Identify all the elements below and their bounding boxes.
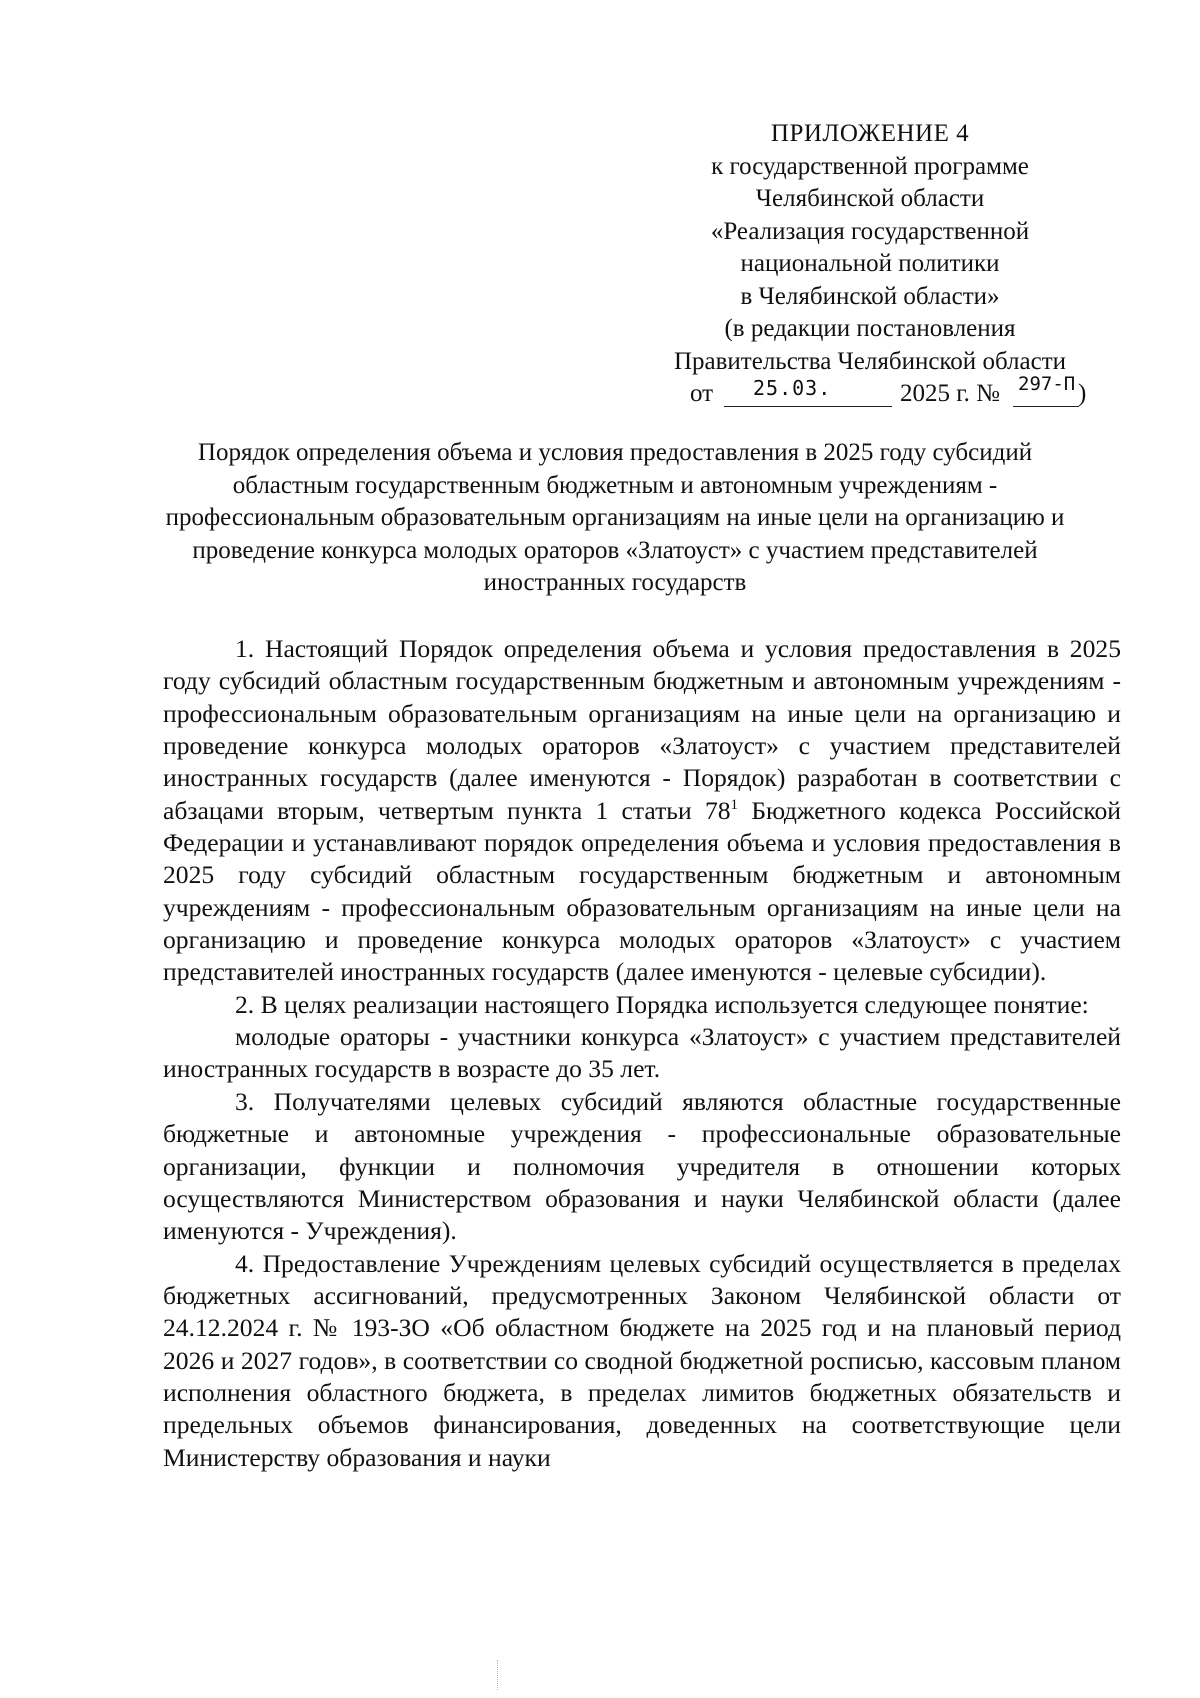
closing-paren: ) <box>1078 380 1087 407</box>
scan-artifact <box>497 1660 500 1690</box>
date-prefix: от <box>690 380 714 407</box>
paragraph-1-text-a: 1. Настоящий Порядок определения объема и условия предоставления в 2025 году субсидий областным государственным бюджетным и автономным учреждениям - профессиональным образовательным организациям на иные цели на организацию и проведение конкурса молодых ораторов «Златоуст» с участием представителей иностранных государств (далее именуются - Порядок) разработан в соответствии с абзацами вторым, четвертым пункта 1 статьи 78 <box>163 634 1121 825</box>
paragraph-1 <box>163 633 1121 989</box>
appendix-line: к государственной программе <box>711 152 1029 180</box>
date-underline <box>724 406 892 407</box>
year-number-label: 2025 г. № <box>900 380 1001 407</box>
appendix-block <box>640 118 1100 411</box>
resolution-number: 297-П <box>1018 373 1076 395</box>
appendix-line: в Челябинской области» <box>740 282 1000 310</box>
paragraph-2: 2. В целях реализации настоящего Порядка используется следующее понятие: <box>235 989 1089 1019</box>
appendix-line: Челябинской области <box>755 185 985 212</box>
appendix-line: Правительства Челябинской области <box>673 347 1067 375</box>
number-underline <box>1013 406 1079 407</box>
paragraph-1-text-b: Бюджетного кодекса Российской Федерации и устанавливают порядок определения объема и условия предоставления в 2025 году субсидий областным государственным бюджетным и автономным учреждениям - профессиональным образовательным организациям на иные цели на организацию и проведение конкурса молодых ораторов «Златоуст» с участием представителей иностранных государств (далее именуются - целевые субсидии). <box>163 795 1121 987</box>
resolution-date-line <box>640 373 1100 411</box>
document-title: Порядок определения объема и условия предоставления в 2025 году субсидий областным государственным бюджетным и автономным учреждениям - профессиональным образовательным организациям на иные цели на организацию и проведение конкурса молодых ораторов «Златоуст» с участием представителей иностранных государств <box>165 439 1065 596</box>
appendix-line: национальной политики <box>740 250 1000 277</box>
resolution-date: 25.03. <box>753 376 832 400</box>
superscript: 1 <box>730 796 739 813</box>
document-body <box>163 633 1121 1474</box>
paragraph-2-definition: молодые ораторы - участники конкурса «Златоуст» с участием представителей иностранных государств в возрасте до 35 лет. <box>163 1022 1121 1084</box>
appendix-line: «Реализация государственной <box>710 217 1030 245</box>
paragraph-3: 3. Получателями целевых субсидий являются областные государственные бюджетные и автономные учреждения - профессиональные образовательные организации, функции и полномочия учредителя в отношении которых осуществляются Министерством образования и науки Челябинской области (далее именуются - Учреждения). <box>163 1086 1121 1246</box>
appendix-line: (в редакции постановления <box>724 315 1016 342</box>
appendix-heading: ПРИЛОЖЕНИЕ 4 <box>770 120 970 147</box>
paragraph-4: 4. Предоставление Учреждениям целевых субсидий осуществляется в пределах бюджетных ассигнований, предусмотренных Законом Челябинской области от 24.12.2024 г. № 193-ЗО «Об областном бюджете на 2025 год и на плановый период 2026 и 2027 годов», в соответствии со сводной бюджетной росписью, кассовым планом исполнения областного бюджета, в пределах лимитов бюджетных обязательств и предельных объемов финансирования, доведенных на соответствующие цели Министерству образования и науки <box>163 1248 1121 1472</box>
